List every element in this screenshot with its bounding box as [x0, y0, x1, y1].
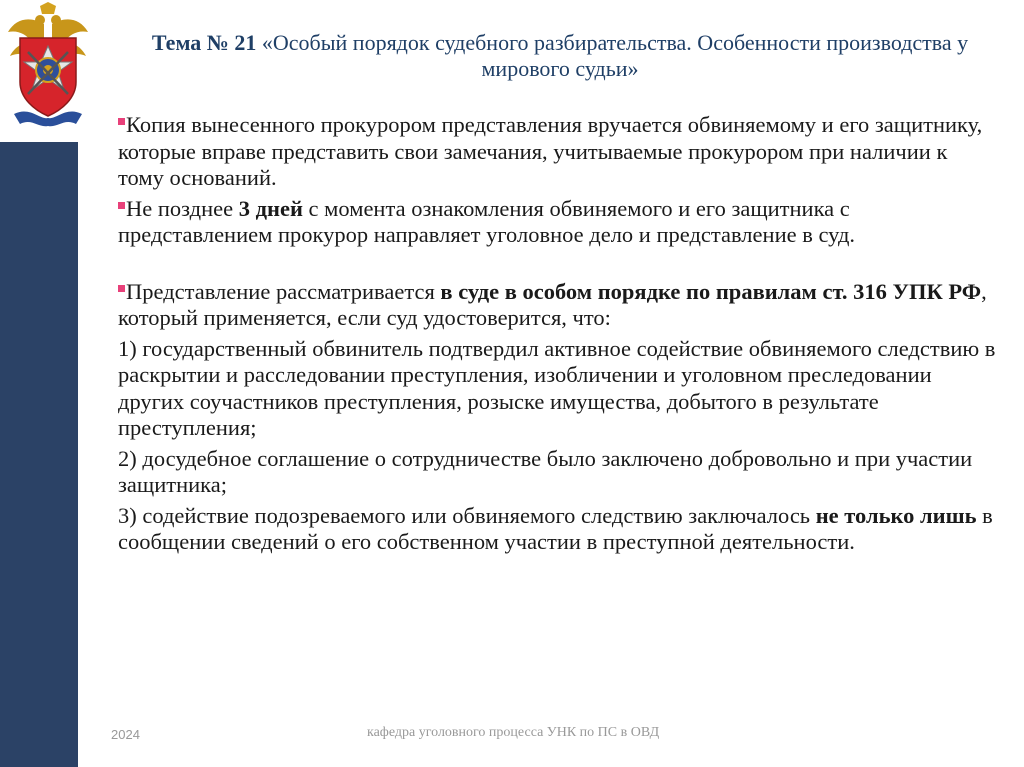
slide-title [130, 30, 990, 82]
list-item-2: 2) досудебное соглашение о сотрудничестве было заключено добровольно и при участии защитника; [118, 445, 973, 497]
footer-department: кафедра уголовного процесса УНК по ПС в ОВД [367, 725, 660, 740]
police-eagle-emblem-icon [4, 2, 92, 132]
bullet-icon [118, 285, 125, 292]
slide-content [118, 112, 998, 560]
list-item-1: 1) государственный обвинитель подтвердил активное содействие обвиняемого следствию в раскрытии и расследовании преступления, изобличении и уголовном преследовании других соучастников преступления, розыске имущества, добытого в результате преступления; [118, 335, 996, 440]
title-prefix: Тема № 21 [151, 30, 257, 55]
bullet-icon [118, 118, 125, 125]
title-text: «Особый порядок судебного разбирательства. Особенности производства у мирового судьи» [256, 30, 969, 81]
paragraph-1: Копия вынесенного прокурором представления вручается обвиняемому и его защитнику, которые вправе представить свои замечания, учитываемые прокурором при наличии к тому оснований. [118, 112, 983, 190]
paragraph-2: Не позднее 3 дней с момента ознакомления обвиняемого и его защитника с представлением прокурор направляет уголовное дело и представление в суд. [118, 195, 856, 247]
list-item-3: 3) содействие подозреваемого или обвиняемого следствию заключалось не только лишь в сообщении сведений о его собственном участии в преступной деятельности. [118, 502, 993, 554]
footer-year: 2024 [111, 727, 140, 742]
bullet-icon [118, 202, 125, 209]
paragraph-3: Представление рассматривается в суде в особом порядке по правилам ст. 316 УПК РФ, который применяется, если суд удостоверится, что: [118, 278, 987, 330]
left-sidebar-bar [0, 142, 78, 767]
